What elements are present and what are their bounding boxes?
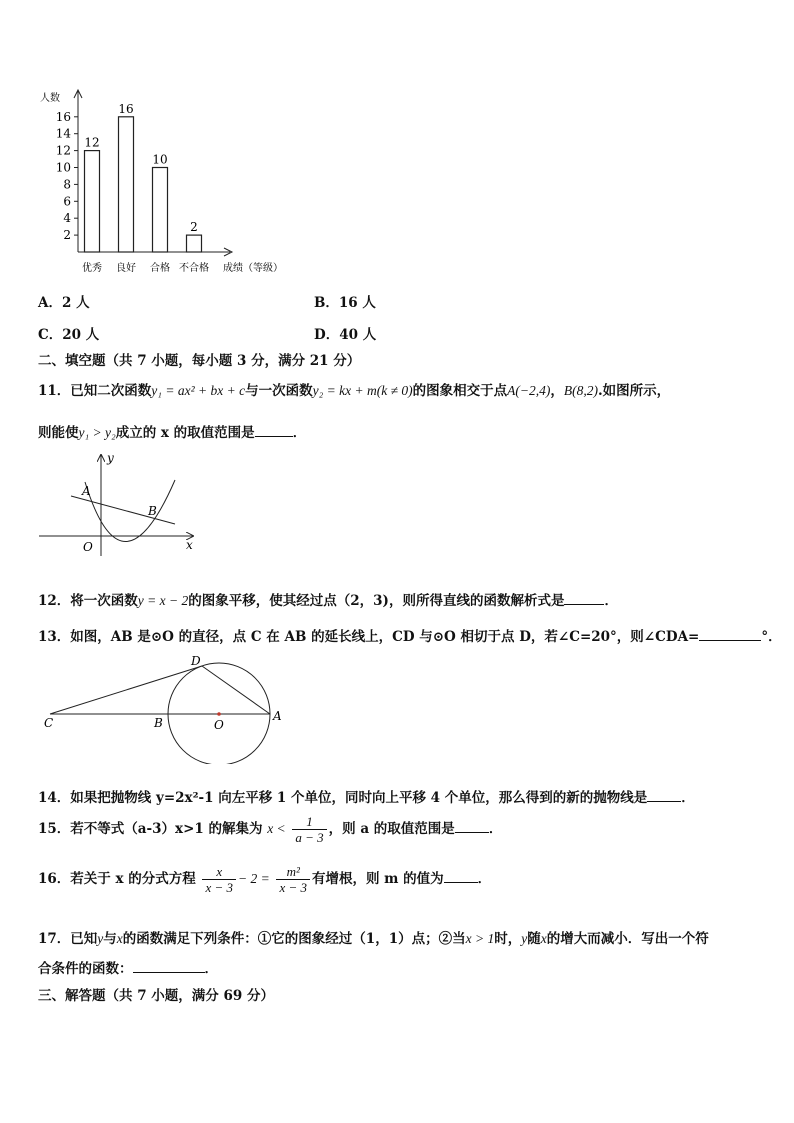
bar bbox=[187, 235, 202, 252]
category-label: 良好 bbox=[116, 263, 136, 274]
data-label: 12 bbox=[84, 135, 100, 150]
category-label: 合格 bbox=[150, 263, 170, 274]
q15-pre: 15．若不等式（a-3）x>1 的解集为 bbox=[38, 821, 263, 837]
option-a: A．2 人 bbox=[38, 295, 90, 311]
question-16 bbox=[38, 864, 491, 895]
q13-figure bbox=[40, 652, 290, 764]
y-label: y bbox=[107, 452, 114, 465]
q16-denominator-2: x − 3 bbox=[276, 879, 310, 895]
q17-end: ． bbox=[204, 961, 218, 977]
point-o-label: O bbox=[214, 718, 224, 732]
answer-blank[interactable] bbox=[647, 789, 681, 802]
question-11-line-1 bbox=[38, 379, 670, 399]
q16-fraction-1 bbox=[202, 864, 236, 895]
q12-post: 的图象平移，使其经过点（2，3)，则所得直线的函数解析式是 bbox=[188, 593, 565, 609]
option-c: C．20 人 bbox=[38, 327, 100, 343]
q15-post: ，则 a 的取值范围是 bbox=[328, 821, 455, 837]
line-y2 bbox=[71, 496, 175, 524]
q11-condition: y₁ > y₂ bbox=[78, 425, 116, 440]
y-axis-label: 人数 bbox=[40, 93, 60, 104]
q11-point-b: B(8,2) bbox=[563, 383, 598, 398]
q17-mid4: 随 bbox=[527, 931, 541, 947]
q15-denominator: a − 3 bbox=[292, 829, 326, 845]
q16-numerator-2: m² bbox=[286, 864, 300, 879]
q11-mid: 与一次函数 bbox=[245, 383, 313, 399]
q15-fraction bbox=[292, 814, 326, 845]
q17-var-y: y bbox=[97, 931, 104, 946]
question-12 bbox=[38, 589, 618, 609]
y-tick-label: 4 bbox=[63, 211, 71, 226]
category-label: 不合格 bbox=[179, 263, 209, 274]
q17-mid2: 的函数满足下列条件：①它的图象经过（1，1）点；②当 bbox=[122, 931, 466, 947]
q16-post: 有增根，则 m 的值为 bbox=[311, 871, 444, 887]
data-label: 16 bbox=[118, 101, 134, 116]
q14-text: 14．如果把抛物线 y=2x²-1 向左平移 1 个单位，同时向上平移 4 个单位，那么得到的新的抛物线是 bbox=[38, 790, 648, 806]
y-tick-label: 12 bbox=[55, 143, 71, 158]
q15-inequality: x < bbox=[267, 821, 286, 836]
q11-sep: ， bbox=[550, 383, 564, 399]
parabola-y1 bbox=[85, 480, 175, 542]
answer-blank[interactable] bbox=[133, 960, 205, 973]
q11-linear: y₂ = kx + m(k ≠ 0) bbox=[312, 383, 413, 398]
q17-condition: x > 1 bbox=[465, 931, 495, 946]
q16-minus: − 2 = bbox=[238, 871, 270, 886]
q12-end: ． bbox=[604, 593, 618, 609]
x-label: x bbox=[186, 538, 193, 552]
q13-end: °． bbox=[761, 629, 782, 645]
data-label: 10 bbox=[152, 152, 168, 167]
chord-da bbox=[202, 666, 270, 714]
q15-numerator: 1 bbox=[306, 814, 313, 829]
tangent-cd bbox=[50, 666, 202, 714]
q12-pre: 12．将一次函数 bbox=[38, 593, 138, 609]
question-17-line-1 bbox=[38, 927, 709, 947]
point-b-label: B bbox=[148, 504, 157, 518]
question-13 bbox=[38, 625, 782, 645]
answer-blank[interactable] bbox=[699, 628, 761, 641]
q17-var-x2: x bbox=[540, 931, 547, 946]
bar bbox=[153, 168, 168, 253]
q17-mid1: 与 bbox=[103, 931, 117, 947]
q17-line2: 合条件的函数： bbox=[38, 961, 133, 977]
section-2-title: 二、填空题（共 7 小题，每小题 3 分，满分 21 分） bbox=[38, 353, 361, 369]
q11-line2-pre: 则能使 bbox=[38, 425, 79, 441]
q16-pre: 16．若关于 x 的分式方程 bbox=[38, 871, 196, 887]
q17-mid3: 时， bbox=[494, 931, 522, 947]
section-3-title: 三、解答题（共 7 小题，满分 69 分） bbox=[38, 988, 274, 1004]
answer-blank[interactable] bbox=[564, 592, 604, 605]
q16-end: ． bbox=[477, 871, 492, 887]
y-tick-label: 8 bbox=[63, 177, 71, 192]
q11-line2-post: 成立的 x 的取值范围是 bbox=[115, 425, 255, 441]
category-label: 优秀 bbox=[82, 263, 102, 274]
q11-point-a: A(−2,4) bbox=[507, 383, 551, 398]
origin-label: O bbox=[83, 540, 93, 554]
point-a-label: A bbox=[82, 484, 91, 498]
question-15 bbox=[38, 814, 502, 845]
q13-text: 13．如图，AB 是⊙O 的直径，点 C 在 AB 的延长线上，CD 与⊙O 相切于点 D，若∠C=20°，则∠CDA= bbox=[38, 629, 700, 645]
q16-numerator-1: x bbox=[216, 864, 223, 879]
bar bbox=[85, 151, 100, 252]
q11-post: .如图所示， bbox=[597, 383, 671, 399]
q17-pre: 17．已知 bbox=[38, 931, 98, 947]
answer-blank[interactable] bbox=[455, 820, 489, 833]
y-tick-label: 16 bbox=[55, 109, 71, 124]
option-d: D．40 人 bbox=[314, 327, 377, 343]
data-label: 2 bbox=[190, 220, 198, 235]
point-d-label: D bbox=[191, 654, 201, 668]
question-14 bbox=[38, 786, 695, 806]
y-tick-label: 10 bbox=[55, 160, 71, 175]
q17-var-y2: y bbox=[521, 931, 528, 946]
question-11-line-2 bbox=[38, 421, 306, 441]
q11-mid2: 的图象相交于点 bbox=[412, 383, 508, 399]
q12-function: y = x − 2 bbox=[137, 593, 189, 608]
bar bbox=[119, 117, 134, 252]
q11-figure bbox=[35, 452, 200, 560]
center-dot bbox=[217, 712, 221, 716]
x-axis-label: 成绩（等级） bbox=[223, 263, 283, 274]
y-tick-label: 14 bbox=[55, 126, 71, 141]
q11-quadratic: y₁ = ax² + bx + c bbox=[151, 383, 246, 398]
question-17-line-2 bbox=[38, 957, 218, 977]
bar-chart bbox=[30, 85, 310, 280]
point-c-label: C bbox=[44, 716, 54, 730]
y-tick-label: 6 bbox=[63, 194, 71, 209]
q14-end: ． bbox=[681, 790, 695, 806]
q15-end: ． bbox=[488, 821, 503, 837]
q17-var-x: x bbox=[116, 931, 123, 946]
q11-end: ． bbox=[292, 425, 307, 441]
q11-pre: 11．已知二次函数 bbox=[38, 383, 152, 399]
q17-post: 的增大而减小．写出一个符 bbox=[546, 931, 709, 947]
q16-denominator-1: x − 3 bbox=[202, 879, 236, 895]
point-a-label: A bbox=[273, 709, 282, 723]
point-b-label: B bbox=[154, 716, 163, 730]
option-b: B．16 人 bbox=[314, 295, 376, 311]
answer-blank[interactable] bbox=[255, 424, 293, 437]
answer-blank[interactable] bbox=[444, 870, 478, 883]
q16-fraction-2 bbox=[276, 864, 310, 895]
y-tick-label: 2 bbox=[63, 228, 71, 243]
